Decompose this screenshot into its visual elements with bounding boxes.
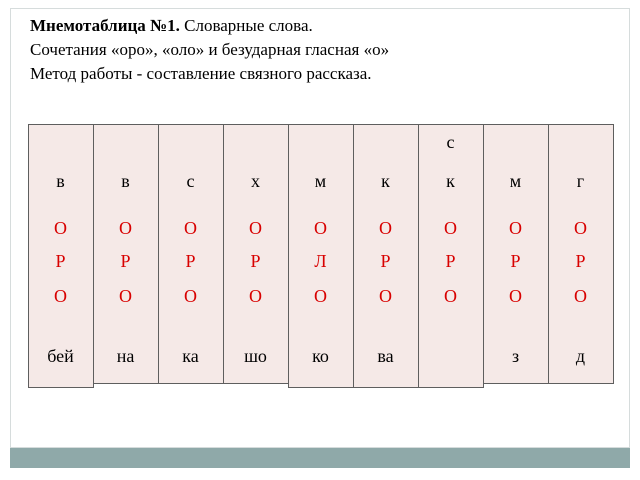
vowel-letter: О: [119, 218, 132, 238]
word-ending: шо: [244, 346, 267, 366]
vowel-letter: О: [314, 218, 327, 238]
initial-letter: в: [56, 171, 65, 191]
heading-line-2: Сочетания «оро», «оло» и безударная гласная «о»: [30, 40, 390, 59]
heading-line-3: Метод работы - составление связного рассказа.: [30, 64, 372, 83]
vowel-letter: О: [444, 286, 457, 306]
table-subtitle: Словарные слова.: [179, 16, 313, 35]
top-letter: с: [446, 132, 455, 152]
middle-letter: Р: [380, 251, 391, 271]
vowel-letter: О: [249, 218, 262, 238]
vowel-letter: О: [574, 286, 587, 306]
initial-letter: г: [576, 171, 585, 191]
initial-letter: в: [121, 171, 130, 191]
vowel-letter: О: [184, 286, 197, 306]
middle-letter: Р: [185, 251, 196, 271]
middle-letter: Р: [445, 251, 456, 271]
word-ending: з: [511, 346, 520, 366]
word-ending: ко: [312, 346, 329, 366]
middle-letter: Р: [510, 251, 521, 271]
initial-letter: к: [446, 171, 455, 191]
middle-letter: Р: [55, 251, 66, 271]
heading-line-1: [30, 14, 610, 38]
word-ending: на: [116, 346, 135, 366]
initial-letter: х: [251, 171, 260, 191]
middle-letter: Р: [120, 251, 131, 271]
vowel-letter: О: [184, 218, 197, 238]
vowel-letter: О: [54, 218, 67, 238]
initial-letter: с: [186, 171, 195, 191]
vowel-letter: О: [119, 286, 132, 306]
vowel-letter: О: [249, 286, 262, 306]
word-ending: д: [575, 346, 586, 366]
middle-letter: Р: [250, 251, 261, 271]
table-title: Мнемотаблица №1.: [30, 16, 180, 35]
vowel-letter: О: [574, 218, 587, 238]
middle-letter: Л: [314, 251, 327, 271]
word-ending: бей: [47, 346, 74, 366]
slide-footer-bar: [10, 448, 630, 468]
vowel-letter: О: [509, 286, 522, 306]
vowel-letter: О: [54, 286, 67, 306]
vowel-letter: О: [379, 218, 392, 238]
vowel-letter: О: [314, 286, 327, 306]
word-ending: ка: [182, 346, 199, 366]
vowel-letter: О: [509, 218, 522, 238]
initial-letter: к: [381, 171, 390, 191]
initial-letter: м: [314, 171, 327, 191]
slide-heading: [30, 14, 610, 86]
vowel-letter: О: [444, 218, 457, 238]
middle-letter: Р: [575, 251, 586, 271]
initial-letter: м: [509, 171, 522, 191]
word-ending: ва: [377, 346, 394, 366]
mnemo-table: [28, 124, 615, 388]
vowel-letter: О: [379, 286, 392, 306]
